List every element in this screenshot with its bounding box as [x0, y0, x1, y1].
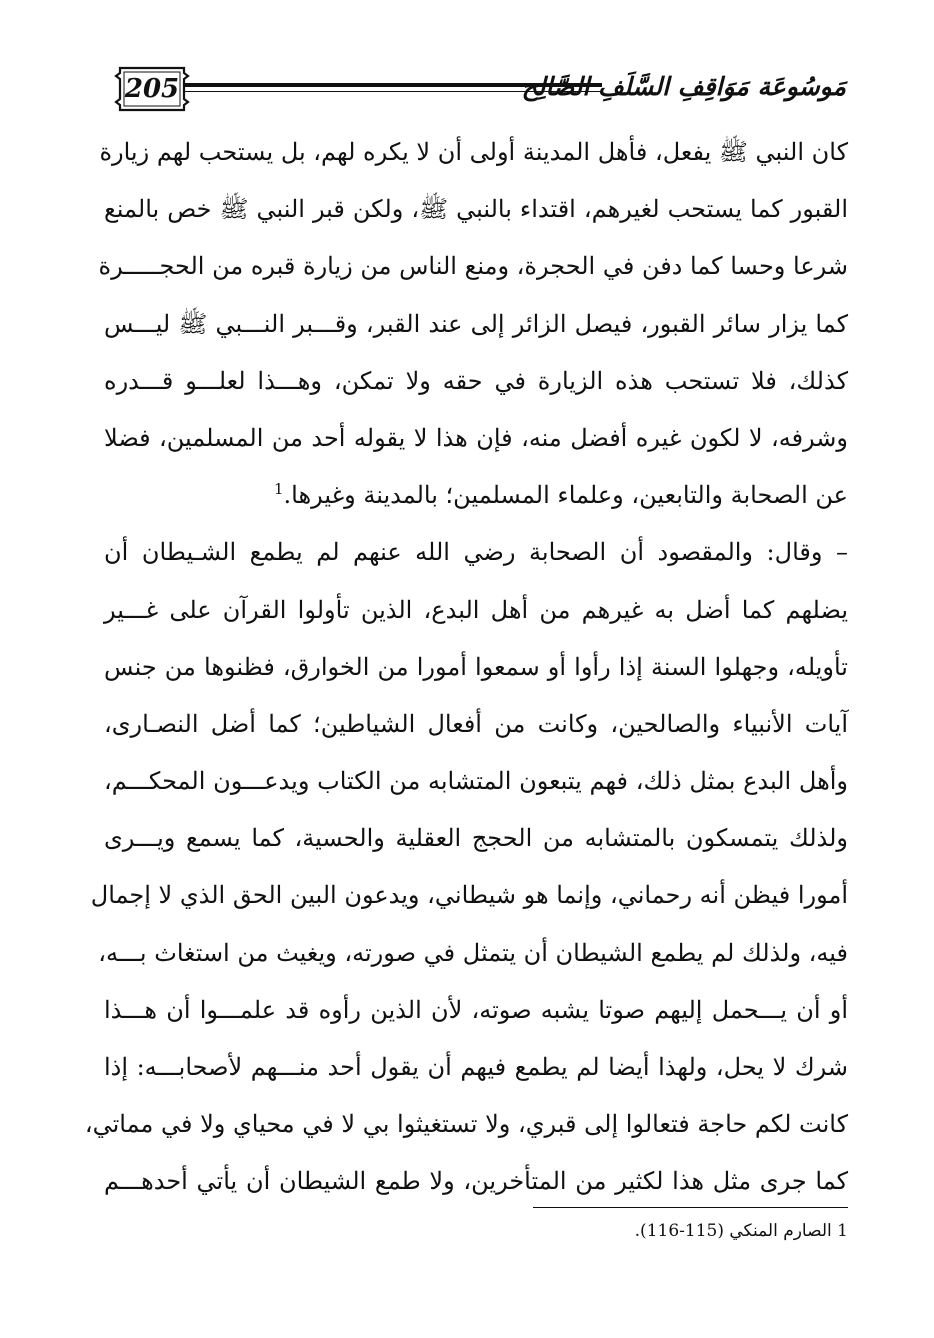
text-line: كان النبي ﷺ يفعل، فأهل المدينة أولى أن لا يكره لهم، بل يستحب لهم زيارة	[99, 138, 848, 166]
text-line: – وقال: والمقصود أن الصحابة رضي الله عنهم لم يطمع الشـيطان أن	[104, 538, 849, 567]
text-line: أمورا فيظن أنه رحماني، وإنما هو شيطاني، ويدعون البين الحق الذي لا إجمال	[90, 881, 848, 910]
text-line: كذلك، فلا تستحب هذه الزيارة في حقه ولا تمكن، وهـــذا لعلـــو قـــدره	[104, 366, 848, 395]
text-line: وشرفه، لا لكون غيره أفضل منه، فإن هذا لا يقوله أحد من المسلمين، فضلا	[104, 423, 848, 452]
text-line-content: عن الصحابة والتابعين، وعلماء المسلمين؛ بالمدينة وغيرها.	[283, 481, 848, 510]
text-line: يضلهم كما أضل به غيرهم من أهل البدع، الذين تأولوا القرآن على غـــير	[104, 595, 848, 624]
text-line: ولذلك يتمسكون بالمتشابه من الحجج العقلية والحسية، كما يسمع ويـــرى	[104, 824, 848, 853]
text-line: آيات الأنبياء والصالحين، وكانت من أفعال الشياطين؛ كما أضل النصـارى،	[104, 709, 848, 738]
text-line: شرعا وحسا كما دفن في الحجرة، ومنع الناس من زيارة قبره من الحجـــــرة	[98, 252, 848, 281]
text-line: شرك لا يحل، ولهذا أيضا لم يطمع فيهم أن يقول أحد منـــهم لأصحابـــه: إذا	[104, 1053, 848, 1081]
page-header	[100, 58, 850, 128]
page-number-badge	[114, 64, 190, 114]
book-title: مَوسُوعَة مَوَاقِفِ السَّلَفِ الصَّالِح	[521, 72, 846, 101]
text-line: كانت لكم حاجة فتعالوا إلى قبري، ولا تستغيثوا بي لا في محياي ولا في مماتي،	[84, 1110, 848, 1139]
footnote: 1 الصارم المنكي (115-116).	[634, 1221, 848, 1241]
page-number: 205	[124, 74, 180, 104]
footnote-divider	[533, 1207, 848, 1208]
text-line-paragraph-end	[104, 467, 848, 524]
text-line: القبور كما يستحب لغيرهم، اقتداء بالنبي ﷺ، ولكن قبر النبي ﷺ خص بالمنع	[104, 195, 848, 224]
text-line: كما جرى مثل هذا لكثير من المتأخرين، ولا طمع الشيطان أن يأتي أحدهـــم	[104, 1167, 848, 1196]
footnote-marker[interactable]: 1	[273, 480, 284, 499]
main-text	[84, 124, 849, 1211]
text-line: أو أن يـــحمل إليهم صوتا يشبه صوته، لأن الذين رأوه قد علمـــوا أن هـــذا	[104, 995, 848, 1024]
text-line: وأهل البدع بمثل ذلك، فهم يتبعون المتشابه من الكتاب ويدعـــون المحكـــم،	[104, 767, 848, 796]
text-line: كما يزار سائر القبور، فيصل الزائر إلى عند القبر، وقـــبر النـــبي ﷺ ليـــس	[104, 309, 848, 338]
text-line: فيه، ولذلك لم يطمع الشيطان أن يتمثل في صورته، ويغيث من استغاث بـــه،	[98, 938, 848, 967]
text-line: تأويله، وجهلوا السنة إذا رأوا أو سمعوا أمورا من الخوارق، فظنوها من جنس	[104, 652, 848, 681]
